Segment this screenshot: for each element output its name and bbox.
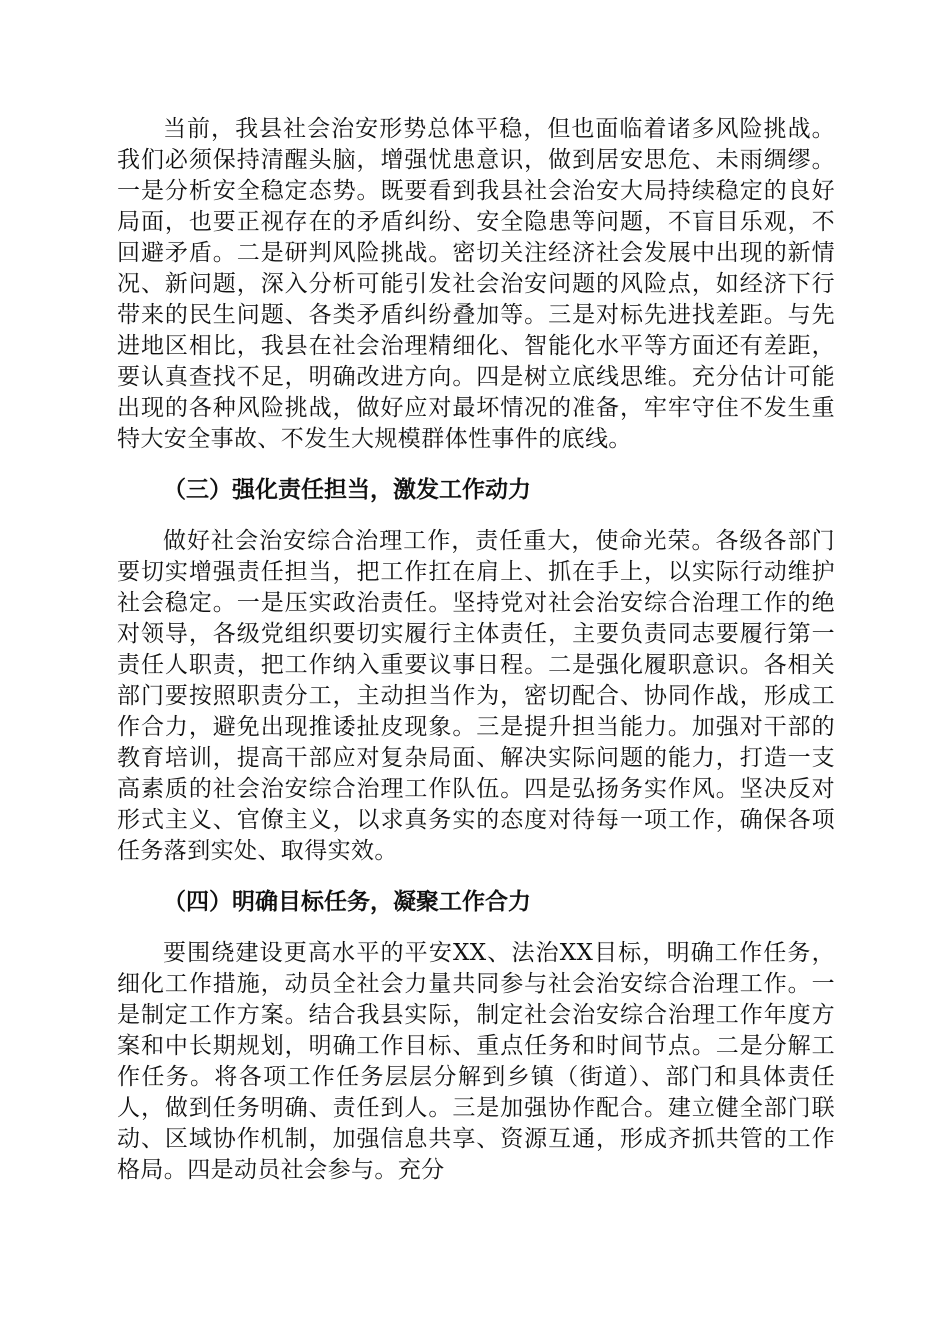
section-heading-4: （四）明确目标任务，凝聚工作合力 <box>163 889 531 915</box>
document-page <box>117 114 835 1186</box>
section-heading-3: （三）强化责任担当，激发工作动力 <box>163 477 531 503</box>
body-paragraph: 要围绕建设更高水平的平安XX、法治XX目标，明确工作任务，细化工作措施，动员全社会力量共同参与社会治安综合治理工作。一是制定工作方案。结合我县实际，制定社会治安综合治理工作年度方案和中长期规划，明确工作目标、重点任务和时间节点。二是分解工作任务。将各项工作任务层层分解到乡镇（街道）、部门和具体责任人，做到任务明确、责任到人。三是加强协作配合。建立健全部门联动、区域协作机制，加强信息共享、资源互通，形成齐抓共管的工作格局。四是动员社会参与。充分 <box>117 940 835 1183</box>
body-paragraph: 当前，我县社会治安形势总体平稳，但也面临着诸多风险挑战。我们必须保持清醒头脑，增强忧患意识，做到居安思危、未雨绸缪。一是分析安全稳定态势。既要看到我县社会治安大局持续稳定的良好局面，也要正视存在的矛盾纠纷、安全隐患等问题，不盲目乐观，不回避矛盾。二是研判风险挑战。密切关注经济社会发展中出现的新情况、新问题，深入分析可能引发社会治安问题的风险点，如经济下行带来的民生问题、各类矛盾纠纷叠加等。三是对标先进找差距。与先进地区相比，我县在社会治理精细化、智能化水平等方面还有差距，要认真查找不足，明确改进方向。四是树立底线思维。充分估计可能出现的各种风险挑战，做好应对最坏情况的准备，牢牢守住不发生重特大安全事故、不发生大规模群体性事件的底线。 <box>117 116 835 452</box>
body-paragraph: 做好社会治安综合治理工作，责任重大，使命光荣。各级各部门要切实增强责任担当，把工作扛在肩上、抓在手上，以实际行动维护社会稳定。一是压实政治责任。坚持党对社会治安综合治理工作的绝对领导，各级党组织要切实履行主体责任，主要负责同志要履行第一责任人职责，把工作纳入重要议事日程。二是强化履职意识。各相关部门要按照职责分工，主动担当作为，密切配合、协同作战，形成工作合力，避免出现推诿扯皮现象。三是提升担当能力。加强对干部的教育培训，提高干部应对复杂局面、解决实际问题的能力，打造一支高素质的社会治安综合治理工作队伍。四是弘扬务实作风。坚决反对形式主义、官僚主义，以求真务实的态度对待每一项工作，确保各项任务落到实处、取得实效。 <box>117 528 835 864</box>
